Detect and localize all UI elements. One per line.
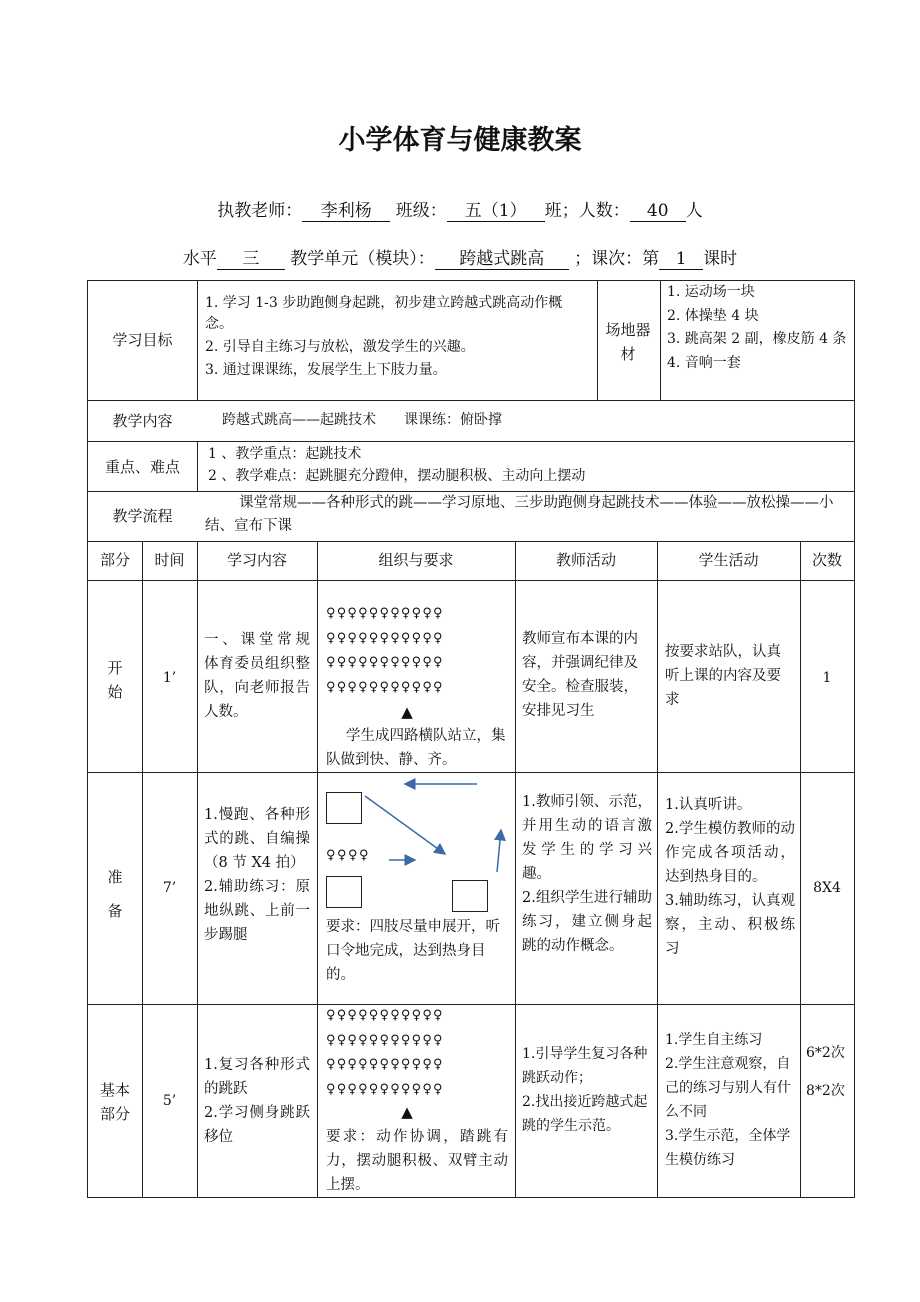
header-content: 学习内容	[226, 551, 287, 569]
goal-item: 1. 学习 1-3 步助跑侧身起跳，初步建立跨越式跳高动作概念。	[205, 295, 563, 332]
row-time: 7’	[162, 880, 177, 896]
student-activity: 按要求站队，认真听上课的内容及要求	[665, 644, 781, 708]
activity-item: 2.学生模仿教师的动作完成各项活动，达到热身目的。	[665, 821, 795, 885]
student-count: 40	[630, 201, 686, 222]
formation-row: ♀♀♀♀♀♀♀♀♀♀♀	[326, 1081, 444, 1097]
count-suffix: 人	[685, 201, 703, 221]
class-suffix: 班；人数：	[544, 201, 630, 221]
level-value: 三	[217, 249, 285, 270]
student-activity	[665, 793, 795, 961]
teacher-marker-icon: ▲	[401, 703, 413, 721]
venue-label: 场地器材	[605, 321, 651, 363]
teacher-label: 执教老师：	[217, 201, 303, 221]
content-item: 1.慢跑、各种形式的跳、自编操（8 节 X4 拍）	[204, 807, 310, 871]
row-content	[204, 1053, 310, 1149]
keypoints-label: 重点、难点	[104, 458, 180, 476]
formation-row: ♀♀♀♀♀♀♀♀♀♀♀	[326, 1032, 444, 1048]
content-item: 2.学习侧身跳跃移位	[204, 1105, 310, 1145]
row-content	[204, 803, 310, 947]
org-text: 要求：四肢尽量申展开，听口令地完成，达到热身目的。	[326, 919, 500, 983]
row-reps	[806, 1041, 850, 1103]
teacher-activity: 教师宣布本课的内容，并强调纪律及安全。检查服装，安排见习生	[522, 631, 638, 719]
row-content: 一、课堂常规 体育委员组织整队，向老师报告人数。	[204, 632, 310, 720]
lesson-label: ；课次：第	[574, 249, 660, 269]
header-teacher: 教师活动	[555, 551, 616, 569]
row-reps: 8X4	[813, 880, 841, 896]
formation-row: ♀♀♀♀♀♀♀♀♀♀♀	[326, 1008, 444, 1023]
class-value: 五（1）	[447, 201, 545, 222]
student-line: ♀♀♀♀	[326, 848, 371, 863]
formation-row: ♀♀♀♀♀♀♀♀♀♀♀	[326, 679, 444, 695]
row-part: 开始	[107, 659, 123, 701]
lesson-value: 1	[659, 249, 703, 270]
activity-item: 2.学生注意观察，自己的练习与别人有什么不同	[665, 1056, 791, 1120]
teacher-activity	[522, 790, 652, 958]
org-text: 要求：动作协调，踏跳有力，摆动腿积极、双臂主动上摆。	[326, 1129, 508, 1193]
activity-item: 2.找出接近跨越式起跳的学生示范。	[522, 1094, 648, 1134]
row-part: 准备	[107, 868, 123, 920]
unit-label: 教学单元（模块）：	[290, 249, 435, 269]
teacher-marker-icon: ▲	[401, 1103, 413, 1121]
activity-item: 2.组织学生进行辅助练习，建立侧身起跳的动作概念。	[522, 890, 652, 954]
header-time: 时间	[154, 551, 185, 569]
page-title: 小学体育与健康教案	[338, 125, 582, 156]
flow-text: 课堂常规——各种形式的跳——学习原地、三步助跑侧身起跳技术——体验——放松操——小结、宣布下课	[205, 495, 834, 534]
student-formation	[326, 602, 511, 700]
class-label: 班级：	[395, 201, 447, 221]
student-activity	[665, 1028, 795, 1172]
formation-row: ♀♀♀♀♀♀♀♀♀♀♀	[326, 655, 444, 670]
content-label: 教学内容	[112, 412, 173, 430]
activity-item: 1.认真听讲。	[665, 797, 752, 813]
activity-item: 1.学生自主练习	[665, 1032, 763, 1048]
goal-item: 3. 通过课课练，发展学生上下肢力量。	[205, 362, 447, 378]
activity-item: 1.引导学生复习各种跳跃动作；	[522, 1046, 648, 1086]
keypoints-list	[208, 443, 848, 487]
goals-label: 学习目标	[112, 331, 173, 349]
header-organization: 组织与要求	[378, 551, 454, 569]
row-time: 5’	[162, 1093, 177, 1109]
level-label: 水平	[182, 249, 217, 269]
goal-item: 2. 引导自主练习与放松，激发学生的兴趣。	[205, 339, 475, 355]
venue-list	[667, 281, 849, 375]
activity-item: 3.学生示范，全体学生模仿练习	[665, 1128, 791, 1168]
header-part: 部分	[99, 551, 130, 569]
activity-item: 3.辅助练习，认真观察，主动、积极练习	[665, 893, 795, 957]
reps-item: 8*2次	[806, 1083, 845, 1099]
flow-label: 教学流程	[112, 507, 173, 525]
teacher-activity	[522, 1042, 652, 1138]
formation-row: ♀♀♀♀♀♀♀♀♀♀♀	[326, 1057, 444, 1072]
keypoint-item: 1 、教学重点：起跳技术	[208, 446, 362, 462]
venue-item: 3. 跳高架 2 副，橡皮筋 4 条	[667, 331, 847, 347]
venue-item: 2. 体操垫 4 块	[667, 307, 759, 324]
row-part: 基本部分	[99, 1081, 130, 1123]
header-student: 学生活动	[698, 551, 759, 569]
header-reps: 次数	[811, 551, 842, 569]
content-item: 1.复习各种形式的跳跃	[204, 1057, 310, 1097]
content-item: 2.辅助练习：原地纵跳、上前一步踢腿	[204, 879, 310, 943]
teacher-info-line	[0, 196, 920, 222]
reps-item: 6*2次	[806, 1045, 845, 1061]
row-reps: 1	[822, 670, 832, 686]
org-text: 学生成四路横队站立，集队做到快、静、齐。	[326, 728, 506, 768]
goals-list	[205, 293, 590, 381]
keypoint-item: 2 、教学难点：起跳腿充分蹬伸，摆动腿积极、主动向上摆动	[208, 468, 586, 484]
teacher-name: 李利杨	[302, 201, 390, 222]
formation-row: ♀♀♀♀♀♀♀♀♀♀♀	[326, 630, 444, 646]
lesson-suffix: 课时	[703, 249, 738, 269]
venue-item: 1. 运动场一块	[667, 284, 755, 300]
formation-row: ♀♀♀♀♀♀♀♀♀♀♀	[326, 606, 444, 621]
student-formation	[326, 1004, 511, 1102]
row-time: 1’	[162, 670, 177, 686]
venue-item: 4. 音响一套	[667, 354, 741, 371]
unit-value: 跨越式跳高	[435, 249, 569, 270]
content-text: 跨越式跳高——起跳技术 课课练：俯卧撑	[222, 412, 502, 428]
activity-item: 1.教师引领、示范，并用生动的语言激发学生的学习兴趣。	[522, 794, 652, 882]
unit-info-line	[0, 244, 920, 270]
